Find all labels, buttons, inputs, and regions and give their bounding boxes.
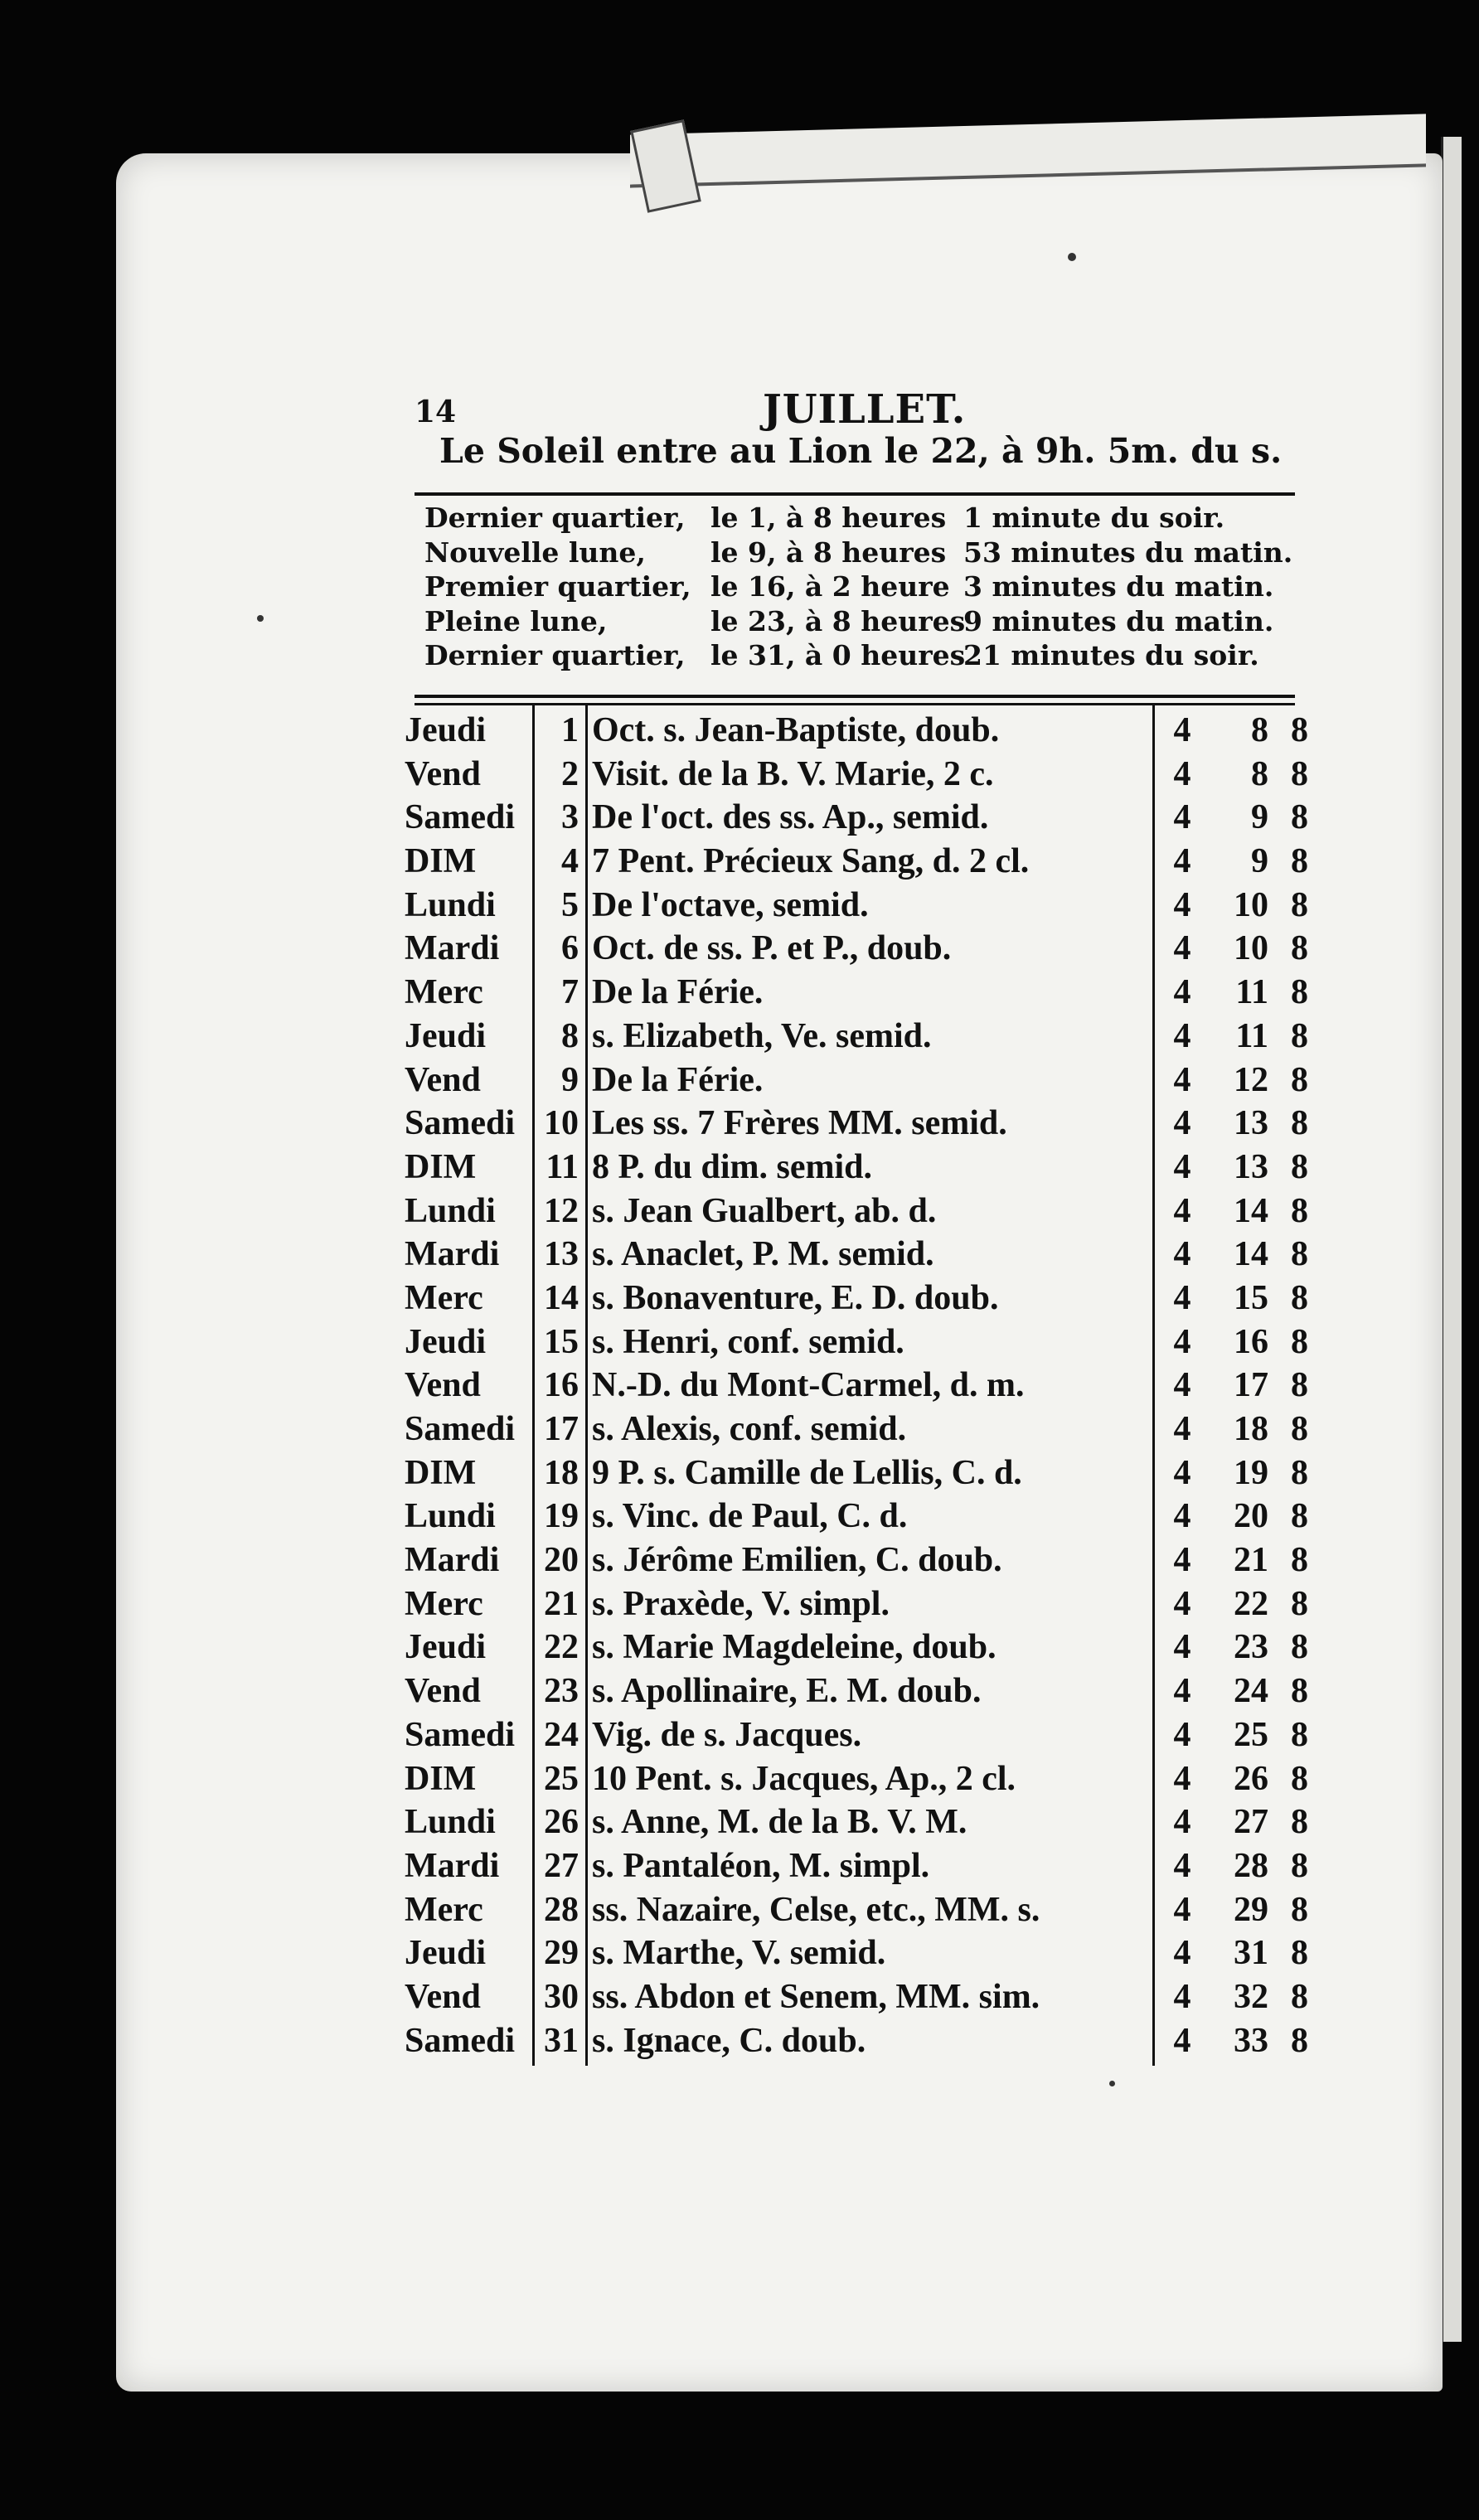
calendar-c: 8	[1291, 1366, 1308, 1405]
calendar-weekday: Mardi	[405, 1541, 500, 1580]
calendar-b: 24	[1234, 1672, 1268, 1711]
calendar-feast: s. Jérôme Emilien, C. doub.	[592, 1541, 1002, 1580]
calendar-day: 3	[561, 798, 579, 837]
moon-phase-phase: Dernier quartier,	[424, 502, 686, 534]
table-top-rule-2	[415, 703, 1295, 705]
calendar-feast: s. Ignace, C. doub.	[592, 2021, 866, 2060]
calendar-c: 8	[1291, 1497, 1308, 1536]
calendar-b: 14	[1234, 1235, 1268, 1274]
calendar-weekday: Samedi	[405, 1715, 516, 1754]
calendar-c: 8	[1291, 1715, 1308, 1754]
calendar-weekday: Lundi	[405, 1803, 496, 1842]
calendar-day: 17	[544, 1410, 579, 1448]
calendar-c: 8	[1291, 929, 1308, 968]
calendar-c: 8	[1291, 1672, 1308, 1711]
calendar-row	[405, 1015, 1308, 1059]
calendar-weekday: Jeudi	[405, 1016, 487, 1055]
calendar-b: 31	[1234, 1934, 1268, 1973]
calendar-c: 8	[1291, 1584, 1308, 1623]
calendar-a: 4	[1173, 885, 1191, 924]
calendar-c: 8	[1291, 1016, 1308, 1055]
moon-phase-row	[424, 502, 1312, 536]
calendar-weekday: Merc	[405, 1584, 483, 1623]
calendar-c: 8	[1291, 1060, 1308, 1099]
calendar-day: 7	[561, 973, 579, 1012]
calendar-a: 4	[1173, 1016, 1191, 1055]
calendar-c: 8	[1291, 711, 1308, 749]
calendar-c: 8	[1291, 842, 1308, 881]
calendar-b: 28	[1234, 1846, 1268, 1885]
calendar-weekday: DIM	[405, 842, 477, 881]
calendar-feast: s. Alexis, conf. semid.	[592, 1410, 907, 1448]
calendar-b: 10	[1234, 929, 1268, 968]
calendar-table	[405, 709, 1308, 2062]
calendar-a: 4	[1173, 1060, 1191, 1099]
calendar-weekday: Samedi	[405, 1104, 516, 1143]
calendar-feast: 8 P. du dim. semid.	[592, 1147, 873, 1186]
calendar-row	[405, 2019, 1308, 2063]
calendar-row	[405, 1190, 1308, 1233]
calendar-day: 4	[561, 842, 579, 881]
calendar-weekday: Jeudi	[405, 1628, 487, 1667]
calendar-a: 4	[1173, 1322, 1191, 1361]
calendar-c: 8	[1291, 1278, 1308, 1317]
calendar-day: 21	[544, 1584, 579, 1623]
calendar-row	[405, 1408, 1308, 1451]
calendar-day: 2	[561, 754, 579, 793]
calendar-feast: s. Vinc. de Paul, C. d.	[592, 1497, 908, 1536]
calendar-feast: s. Marie Magdeleine, doub.	[592, 1628, 997, 1667]
calendar-row	[405, 1582, 1308, 1626]
page-number: 14	[415, 395, 457, 429]
calendar-b: 8	[1251, 754, 1268, 793]
calendar-row	[405, 1539, 1308, 1582]
calendar-c: 8	[1291, 1541, 1308, 1580]
calendar-day: 14	[544, 1278, 579, 1317]
calendar-a: 4	[1173, 1497, 1191, 1536]
calendar-a: 4	[1173, 1846, 1191, 1885]
calendar-a: 4	[1173, 798, 1191, 837]
calendar-c: 8	[1291, 885, 1308, 924]
calendar-weekday: Vend	[405, 1366, 481, 1405]
calendar-feast: 10 Pent. s. Jacques, Ap., 2 cl.	[592, 1759, 1016, 1798]
calendar-row	[405, 1146, 1308, 1190]
calendar-row	[405, 709, 1308, 753]
calendar-day: 30	[544, 1977, 579, 2016]
calendar-row	[405, 1495, 1308, 1539]
calendar-day: 24	[544, 1715, 579, 1754]
calendar-feast: s. Anne, M. de la B. V. M.	[592, 1803, 967, 1842]
ink-speck	[1068, 253, 1076, 261]
calendar-row	[405, 1233, 1308, 1277]
calendar-a: 4	[1173, 711, 1191, 749]
sun-entry-line: Le Soleil entre au Lion le 22, à 9h. 5m. du s.	[439, 431, 1283, 471]
calendar-row	[405, 1670, 1308, 1713]
calendar-row	[405, 1059, 1308, 1102]
calendar-day: 26	[544, 1803, 579, 1842]
calendar-c: 8	[1291, 1147, 1308, 1186]
moon-phases-block	[424, 502, 1312, 674]
calendar-a: 4	[1173, 929, 1191, 968]
month-title: JUILLET.	[763, 386, 967, 433]
calendar-weekday: Vend	[405, 1672, 481, 1711]
calendar-a: 4	[1173, 1584, 1191, 1623]
calendar-b: 18	[1234, 1410, 1268, 1448]
calendar-weekday: Mardi	[405, 929, 500, 968]
calendar-weekday: Jeudi	[405, 1934, 487, 1973]
calendar-c: 8	[1291, 1410, 1308, 1448]
calendar-a: 4	[1173, 1147, 1191, 1186]
calendar-a: 4	[1173, 1410, 1191, 1448]
moon-phase-time: 1 minute du soir.	[963, 502, 1225, 534]
moon-phase-row	[424, 570, 1312, 605]
calendar-day: 5	[561, 885, 579, 924]
calendar-c: 8	[1291, 754, 1308, 793]
calendar-row	[405, 1975, 1308, 2019]
calendar-weekday: Samedi	[405, 2021, 516, 2060]
calendar-a: 4	[1173, 1759, 1191, 1798]
calendar-weekday: Lundi	[405, 1497, 496, 1536]
calendar-feast: Les ss. 7 Frères MM. semid.	[592, 1104, 1007, 1143]
calendar-row	[405, 1626, 1308, 1670]
calendar-c: 8	[1291, 2021, 1308, 2060]
calendar-b: 22	[1234, 1584, 1268, 1623]
calendar-feast: s. Apollinaire, E. M. doub.	[592, 1672, 982, 1711]
moon-phase-phase: Dernier quartier,	[424, 639, 686, 671]
calendar-b: 8	[1251, 711, 1268, 749]
calendar-a: 4	[1173, 1977, 1191, 2016]
calendar-day: 31	[544, 2021, 579, 2060]
calendar-a: 4	[1173, 1628, 1191, 1667]
calendar-feast: De la Férie.	[592, 973, 764, 1012]
calendar-row	[405, 1364, 1308, 1408]
moon-phase-row	[424, 639, 1312, 674]
calendar-b: 15	[1234, 1278, 1268, 1317]
calendar-a: 4	[1173, 1715, 1191, 1754]
calendar-b: 11	[1235, 1016, 1268, 1055]
calendar-feast: Visit. de la B. V. Marie, 2 c.	[592, 754, 994, 793]
header-rule	[415, 492, 1295, 496]
calendar-b: 9	[1251, 842, 1268, 881]
calendar-c: 8	[1291, 1846, 1308, 1885]
moon-phase-time: 3 minutes du matin.	[963, 570, 1274, 603]
ink-speck	[1109, 2081, 1115, 2086]
moon-phase-time: 21 minutes du soir.	[963, 639, 1259, 671]
calendar-feast: ss. Abdon et Senem, MM. sim.	[592, 1977, 1040, 2016]
moon-phase-time: 53 minutes du matin.	[963, 536, 1293, 569]
calendar-a: 4	[1173, 1934, 1191, 1973]
moon-phase-date: le 16, à 2 heure	[710, 570, 950, 603]
calendar-feast: s. Elizabeth, Ve. semid.	[592, 1016, 932, 1055]
calendar-c: 8	[1291, 1934, 1308, 1973]
calendar-b: 23	[1234, 1628, 1268, 1667]
calendar-a: 4	[1173, 2021, 1191, 2060]
calendar-day: 11	[546, 1147, 579, 1186]
calendar-c: 8	[1291, 1235, 1308, 1274]
calendar-weekday: Lundi	[405, 885, 496, 924]
calendar-day: 16	[544, 1366, 579, 1405]
calendar-feast: De l'octave, semid.	[592, 885, 869, 924]
calendar-row	[405, 1321, 1308, 1364]
calendar-row	[405, 927, 1308, 971]
calendar-b: 27	[1234, 1803, 1268, 1842]
calendar-feast: De la Férie.	[592, 1060, 764, 1099]
calendar-c: 8	[1291, 1628, 1308, 1667]
calendar-b: 33	[1234, 2021, 1268, 2060]
calendar-b: 12	[1234, 1060, 1268, 1099]
calendar-a: 4	[1173, 1453, 1191, 1492]
calendar-day: 22	[544, 1628, 579, 1667]
calendar-row	[405, 796, 1308, 840]
calendar-a: 4	[1173, 1803, 1191, 1842]
calendar-c: 8	[1291, 1890, 1308, 1929]
calendar-weekday: Mardi	[405, 1846, 500, 1885]
calendar-row	[405, 1102, 1308, 1146]
calendar-b: 10	[1234, 885, 1268, 924]
moon-phase-phase: Pleine lune,	[424, 604, 608, 637]
calendar-feast: s. Bonaventure, E. D. doub.	[592, 1278, 999, 1317]
calendar-weekday: Lundi	[405, 1191, 496, 1230]
calendar-a: 4	[1173, 1890, 1191, 1929]
next-page-edge	[1441, 137, 1462, 2342]
calendar-a: 4	[1173, 973, 1191, 1012]
calendar-c: 8	[1291, 1977, 1308, 2016]
calendar-b: 21	[1234, 1541, 1268, 1580]
calendar-a: 4	[1173, 1235, 1191, 1274]
calendar-feast: 7 Pent. Précieux Sang, d. 2 cl.	[592, 842, 1030, 881]
moon-phase-time: 9 minutes du matin.	[963, 604, 1274, 637]
calendar-a: 4	[1173, 1366, 1191, 1405]
calendar-day: 10	[544, 1104, 579, 1143]
moon-phase-date: le 31, à 0 heures	[710, 639, 966, 671]
calendar-b: 20	[1234, 1497, 1268, 1536]
calendar-day: 23	[544, 1672, 579, 1711]
calendar-a: 4	[1173, 1672, 1191, 1711]
calendar-weekday: Vend	[405, 1060, 481, 1099]
moon-phase-date: le 1, à 8 heures	[710, 502, 947, 534]
calendar-a: 4	[1173, 1104, 1191, 1143]
calendar-feast: s. Anaclet, P. M. semid.	[592, 1235, 934, 1274]
calendar-c: 8	[1291, 1104, 1308, 1143]
calendar-b: 9	[1251, 798, 1268, 837]
calendar-a: 4	[1173, 842, 1191, 881]
calendar-weekday: DIM	[405, 1147, 477, 1186]
calendar-day: 1	[561, 711, 579, 749]
moon-phase-row	[424, 536, 1312, 571]
calendar-a: 4	[1173, 1278, 1191, 1317]
calendar-day: 27	[544, 1846, 579, 1885]
calendar-feast: De l'oct. des ss. Ap., semid.	[592, 798, 989, 837]
calendar-weekday: Merc	[405, 1890, 483, 1929]
moon-phase-phase: Nouvelle lune,	[424, 536, 646, 569]
calendar-feast: Vig. de s. Jacques.	[592, 1715, 862, 1754]
calendar-weekday: Merc	[405, 1278, 483, 1317]
calendar-row	[405, 971, 1308, 1015]
calendar-c: 8	[1291, 1191, 1308, 1230]
calendar-feast: s. Marthe, V. semid.	[592, 1934, 886, 1973]
calendar-weekday: Jeudi	[405, 711, 487, 749]
calendar-weekday: Samedi	[405, 1410, 516, 1448]
calendar-weekday: Vend	[405, 754, 481, 793]
calendar-row	[405, 1713, 1308, 1757]
calendar-row	[405, 840, 1308, 884]
calendar-b: 17	[1234, 1366, 1268, 1405]
calendar-b: 11	[1235, 973, 1268, 1012]
calendar-c: 8	[1291, 1322, 1308, 1361]
moon-phase-date: le 9, à 8 heures	[710, 536, 947, 569]
calendar-day: 29	[544, 1934, 579, 1973]
calendar-c: 8	[1291, 1453, 1308, 1492]
calendar-b: 26	[1234, 1759, 1268, 1798]
calendar-c: 8	[1291, 798, 1308, 837]
calendar-weekday: Jeudi	[405, 1322, 487, 1361]
calendar-row	[405, 1931, 1308, 1975]
calendar-day: 6	[561, 929, 579, 968]
calendar-feast: Oct. de ss. P. et P., doub.	[592, 929, 952, 968]
calendar-day: 25	[544, 1759, 579, 1798]
calendar-b: 13	[1234, 1104, 1268, 1143]
calendar-row	[405, 1451, 1308, 1495]
calendar-b: 29	[1234, 1890, 1268, 1929]
moon-phase-date: le 23, à 8 heures	[710, 604, 966, 637]
calendar-c: 8	[1291, 1803, 1308, 1842]
calendar-feast: s. Jean Gualbert, ab. d.	[592, 1191, 937, 1230]
calendar-row	[405, 1757, 1308, 1801]
moon-phase-row	[424, 605, 1312, 640]
calendar-c: 8	[1291, 1759, 1308, 1798]
calendar-a: 4	[1173, 1191, 1191, 1230]
calendar-b: 16	[1234, 1322, 1268, 1361]
calendar-weekday: Mardi	[405, 1235, 500, 1274]
calendar-b: 19	[1234, 1453, 1268, 1492]
calendar-weekday: DIM	[405, 1759, 477, 1798]
calendar-day: 9	[561, 1060, 579, 1099]
calendar-row	[405, 1800, 1308, 1844]
calendar-b: 13	[1234, 1147, 1268, 1186]
calendar-row	[405, 1844, 1308, 1888]
calendar-weekday: Vend	[405, 1977, 481, 2016]
calendar-feast: Oct. s. Jean-Baptiste, doub.	[592, 711, 1000, 749]
calendar-row	[405, 1888, 1308, 1932]
calendar-row	[405, 1277, 1308, 1321]
calendar-day: 19	[544, 1497, 579, 1536]
calendar-c: 8	[1291, 973, 1308, 1012]
calendar-day: 18	[544, 1453, 579, 1492]
calendar-day: 8	[561, 1016, 579, 1055]
moon-phase-phase: Premier quartier,	[424, 570, 691, 603]
calendar-b: 14	[1234, 1191, 1268, 1230]
calendar-day: 20	[544, 1541, 579, 1580]
calendar-a: 4	[1173, 1541, 1191, 1580]
calendar-a: 4	[1173, 754, 1191, 793]
calendar-feast: 9 P. s. Camille de Lellis, C. d.	[592, 1453, 1022, 1492]
calendar-day: 12	[544, 1191, 579, 1230]
calendar-day: 15	[544, 1322, 579, 1361]
calendar-day: 28	[544, 1890, 579, 1929]
calendar-row	[405, 884, 1308, 928]
calendar-day: 13	[544, 1235, 579, 1274]
calendar-weekday: Merc	[405, 973, 483, 1012]
calendar-weekday: Samedi	[405, 798, 516, 837]
calendar-b: 32	[1234, 1977, 1268, 2016]
calendar-feast: N.-D. du Mont-Carmel, d. m.	[592, 1366, 1025, 1405]
calendar-feast: s. Praxède, V. simpl.	[592, 1584, 890, 1623]
ink-speck	[257, 615, 264, 622]
calendar-weekday: DIM	[405, 1453, 477, 1492]
table-top-rule	[415, 695, 1295, 698]
calendar-feast: s. Pantaléon, M. simpl.	[592, 1846, 930, 1885]
calendar-feast: s. Henri, conf. semid.	[592, 1322, 904, 1361]
calendar-feast: ss. Nazaire, Celse, etc., MM. s.	[592, 1890, 1040, 1929]
calendar-row	[405, 753, 1308, 797]
calendar-b: 25	[1234, 1715, 1268, 1754]
